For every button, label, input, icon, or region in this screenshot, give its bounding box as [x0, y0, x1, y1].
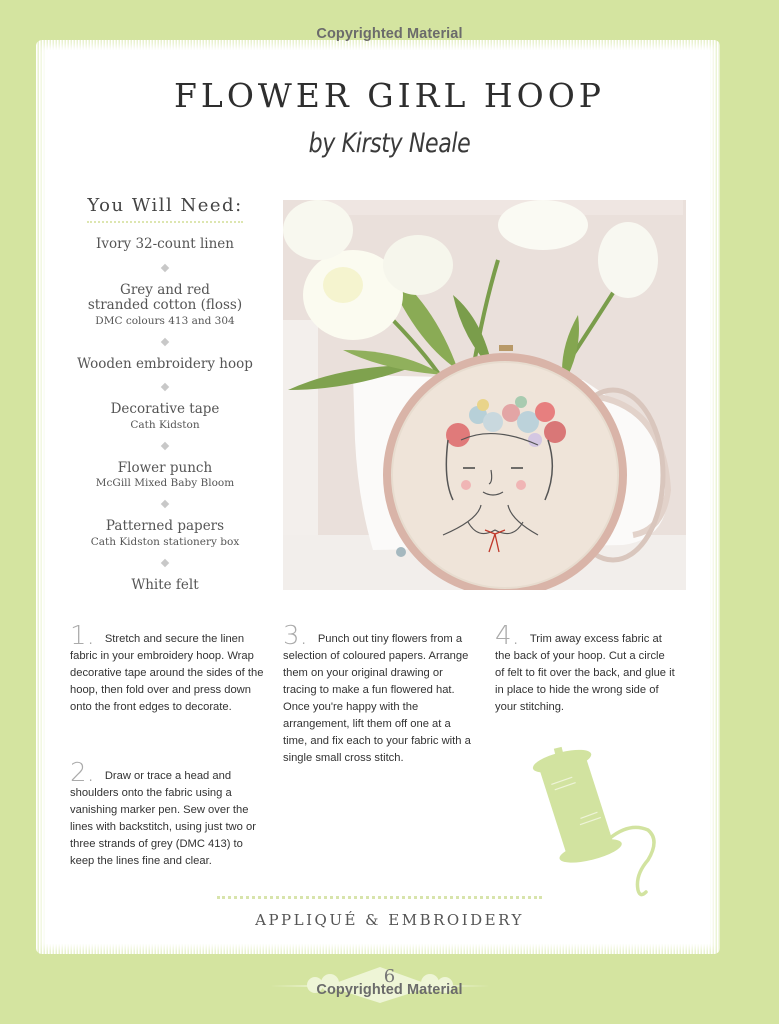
diamond-icon [161, 441, 169, 449]
step-number: 2. [70, 758, 95, 788]
page-title: FLOWER GIRL HOOP [174, 76, 605, 115]
step-2 [70, 758, 265, 870]
step-4 [495, 621, 675, 716]
material-name: Flower punch [117, 459, 213, 476]
project-photo [283, 200, 686, 590]
step-number: 1. [70, 621, 95, 651]
step-text: Trim away excess fabric at the back of your hoop. Cut a circle of felt to fit over the back, and glue it in place to hide the wrong side of your stitching. [495, 633, 675, 713]
material-name: Wooden embroidery hoop [77, 355, 253, 372]
material-name: Grey and red [120, 281, 210, 298]
material-item [60, 357, 270, 373]
step-text: Draw or trace a head and shoulders onto the fabric using a vanishing marker pen. Sew over the lines with backstitch, using just two or three strands of grey (DMC 413) to keep the lines fine and clear. [70, 770, 256, 867]
step-text: Punch out tiny flowers from a selection of coloured papers. Arrange them on your original drawing or tracing to make a fun flowered hat. Once you're happy with the arrangement, lift them off one at a time, and fix each to your fabric with a single small cross stitch. [283, 633, 471, 764]
materials-list [60, 195, 270, 593]
diamond-icon [161, 337, 169, 345]
diamond-icon [161, 383, 169, 391]
material-detail: Cath Kidston stationery box [90, 535, 240, 548]
embroidery-hoop-image [283, 200, 686, 590]
step-1 [70, 621, 265, 716]
author-byline: by Kirsty Neale [308, 128, 471, 159]
material-name: White felt [131, 576, 199, 593]
material-item [60, 578, 270, 594]
diamond-icon [161, 559, 169, 567]
materials-items [60, 237, 270, 593]
material-item [60, 461, 270, 490]
material-name: stranded cotton (floss) [87, 297, 243, 314]
material-item [60, 402, 270, 431]
copyright-watermark-top: Copyrighted Material [316, 26, 463, 42]
material-name: Decorative tape [110, 401, 220, 418]
footer-dotted-divider [217, 896, 542, 899]
materials-heading: You Will Need: [87, 195, 242, 223]
diamond-icon [161, 500, 169, 508]
material-detail: Cath Kidston [130, 418, 200, 431]
diamond-icon [161, 263, 169, 271]
material-item [60, 519, 270, 548]
step-number: 4. [495, 621, 520, 651]
step-number: 3. [283, 621, 308, 651]
copyright-watermark-bottom: Copyrighted Material [316, 982, 463, 998]
material-item [60, 237, 270, 253]
material-name: Ivory 32-count linen [95, 236, 234, 252]
page-number: 6 [383, 966, 396, 987]
thread-spool-icon [530, 740, 670, 900]
material-name: Patterned papers [105, 518, 225, 535]
step-text: Stretch and secure the linen fabric in your embroidery hoop. Wrap decorative tape around the sides of the hoop, then fold over and press down onto the front edges to decorate. [70, 633, 264, 713]
step-3 [283, 621, 478, 767]
material-detail: DMC colours 413 and 304 [95, 314, 235, 327]
material-item [60, 283, 270, 327]
material-detail: McGill Mixed Baby Bloom [95, 477, 235, 490]
section-label: APPLIQUÉ & EMBROIDERY [255, 911, 524, 929]
